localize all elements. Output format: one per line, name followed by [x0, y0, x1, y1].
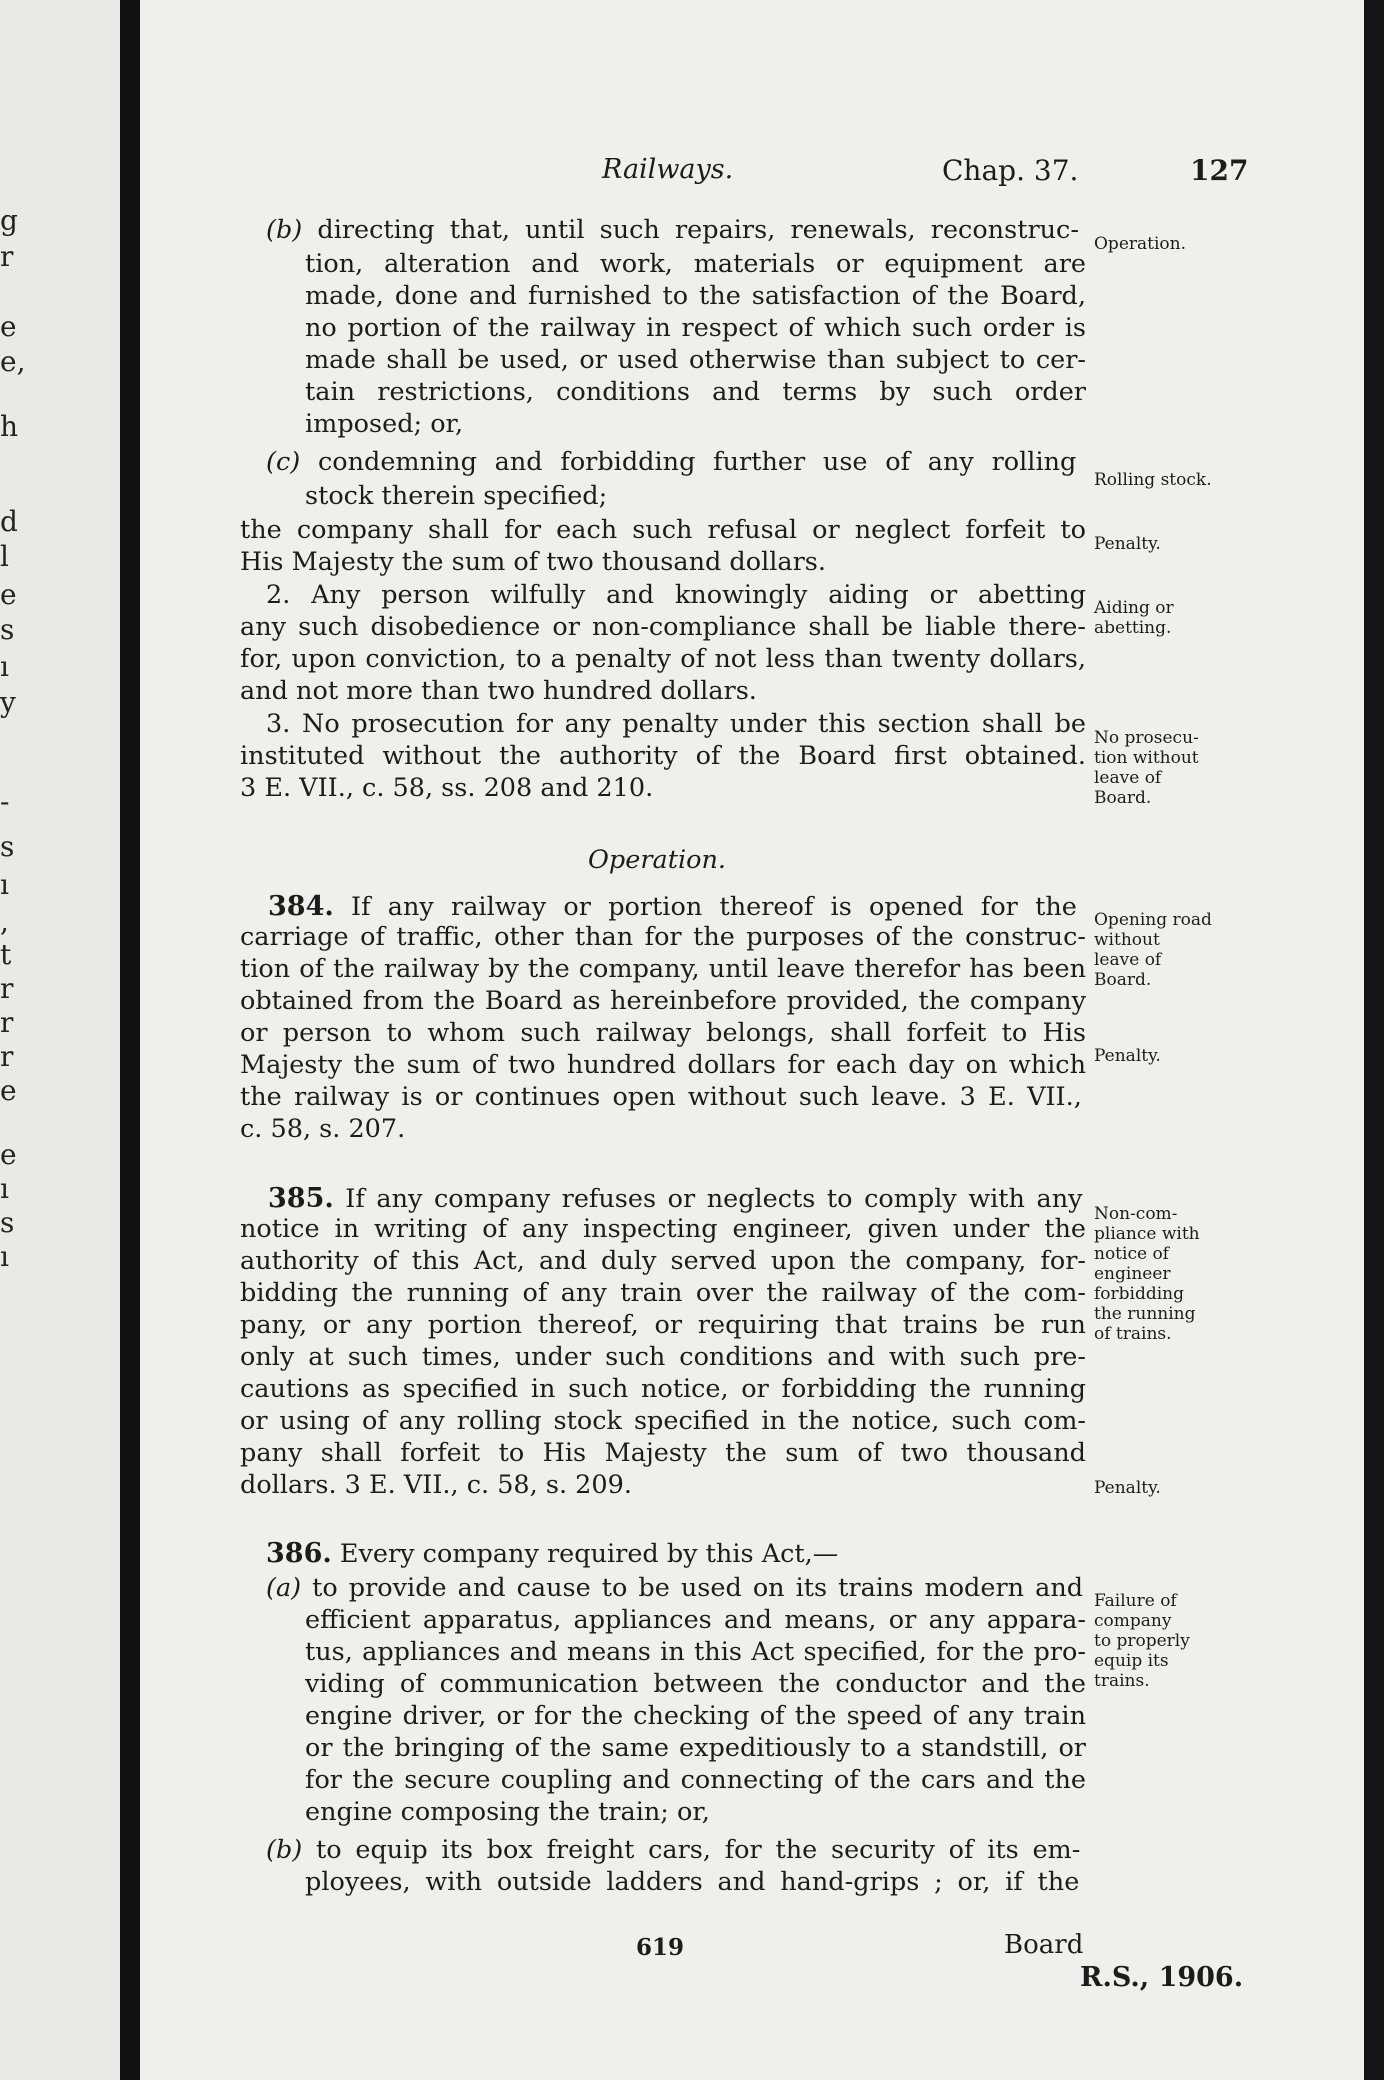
left-page-fragment: d: [0, 505, 18, 538]
line-text: cautions as specified in such notice, or forbidding the running: [240, 1374, 1086, 1404]
margin-note-line: Aiding or: [1094, 598, 1174, 618]
line-text: obtained from the Board as hereinbefore provided, the company: [240, 986, 1086, 1016]
body-line: [305, 1669, 1086, 1699]
line-text: notice in writing of any inspecting engineer, given under the: [240, 1214, 1086, 1244]
line-text: directing that, until such repairs, renewals, reconstruc-: [302, 215, 1079, 245]
margin-note-line: to properly: [1094, 1631, 1190, 1651]
body-line: [305, 1605, 1086, 1635]
body-line: [240, 515, 1086, 545]
line-text: tain restrictions, conditions and terms by such order: [305, 377, 1086, 407]
margin-note-line: tion without: [1094, 748, 1199, 768]
section-number: 386.: [266, 1538, 332, 1569]
line-text: authority of this Act, and duly served upon the company, for-: [240, 1246, 1086, 1276]
margin-note-line: Non-com-: [1094, 1204, 1178, 1224]
margin-note-line: engineer: [1094, 1264, 1171, 1284]
line-text: pany, or any portion thereof, or requiring that trains be run: [240, 1310, 1086, 1340]
margin-note: [1094, 1048, 1161, 1068]
body-line: [240, 547, 826, 577]
line-text: efficient apparatus, appliances and means, or any appara-: [305, 1605, 1086, 1635]
body-line: [268, 893, 1077, 921]
body-line: [305, 409, 464, 439]
margin-note: [1094, 1593, 1190, 1693]
body-line: [305, 1867, 1080, 1897]
margin-note-line: Board.: [1094, 970, 1152, 990]
margin-note-line: leave of: [1094, 768, 1162, 788]
body-line: [305, 345, 1086, 375]
line-text: If any railway or portion thereof is opened for the: [333, 892, 1077, 922]
margin-note: [1094, 472, 1212, 492]
body-line: [240, 1310, 1086, 1340]
right-page-edge: [1364, 0, 1384, 2080]
section-heading: [588, 845, 726, 875]
body-line: [268, 1185, 1083, 1213]
margin-note-line: Rolling stock.: [1094, 470, 1212, 490]
left-page-fragment: ,: [0, 905, 9, 938]
line-text: for, upon conviction, to a penalty of not less than twenty dollars,: [240, 644, 1086, 674]
margin-note-line: Penalty.: [1094, 534, 1161, 554]
clause-label: (c): [266, 447, 301, 477]
margin-note: [1094, 1480, 1161, 1500]
margin-note-line: Opening road: [1094, 910, 1212, 930]
left-page-fragment: e: [0, 578, 17, 611]
line-text: the railway is or continues open without such leave. 3 E. VII.,: [240, 1082, 1082, 1112]
body-line: [240, 1438, 1086, 1468]
body-line: [240, 773, 654, 803]
line-text: engine driver, or for the checking of the speed of any train: [305, 1701, 1086, 1731]
body-line: [240, 922, 1086, 952]
body-line: [305, 481, 608, 511]
line-text: tion of the railway by the company, until leave therefor has been: [240, 954, 1086, 984]
left-page-fragment: e: [0, 1074, 17, 1107]
margin-note-line: pliance with: [1094, 1224, 1200, 1244]
body-line: [240, 986, 1086, 1016]
body-line: [240, 644, 1086, 674]
body-line: [240, 1114, 406, 1144]
clause-label: (a): [266, 1573, 302, 1603]
left-page-fragment: ı: [0, 1172, 9, 1205]
left-page-fragment: r: [0, 1006, 14, 1039]
margin-note-line: of trains.: [1094, 1324, 1172, 1344]
body-line: [305, 1637, 1086, 1667]
margin-note-line: Board.: [1094, 788, 1152, 808]
left-page-fragment: e,: [0, 345, 26, 378]
body-line: [240, 954, 1086, 984]
chapter-number: Chap. 37.: [942, 154, 1079, 187]
body-line: [240, 1082, 1082, 1112]
section-number: 384.: [268, 891, 334, 922]
left-page-fragment: r: [0, 972, 14, 1005]
left-page-fragment: s: [0, 830, 15, 863]
book-gutter: [120, 0, 140, 2080]
line-text: instituted without the authority of the Board first obtained.: [240, 741, 1086, 771]
line-text: to provide and cause to be used on its trains modern and: [301, 1573, 1084, 1603]
left-page-fragment: h: [0, 410, 19, 443]
line-text: for the secure coupling and connecting of the cars and the: [305, 1765, 1086, 1795]
left-page-fragment: ı: [0, 868, 9, 901]
line-text: made, done and furnished to the satisfaction of the Board,: [305, 281, 1086, 311]
line-text: ployees, with outside ladders and hand-grips ; or, if the: [305, 1867, 1080, 1897]
line-text: 2. Any person wilfully and knowingly aiding or abetting: [266, 580, 1086, 610]
body-line: [240, 1018, 1086, 1048]
line-text: His Majesty the sum of two thousand dollars.: [240, 547, 826, 577]
left-page-fragment: e: [0, 310, 17, 343]
line-text: any such disobedience or non-compliance shall be liable there-: [240, 612, 1086, 642]
line-text: to equip its box freight cars, for the security of its em-: [302, 1835, 1081, 1865]
line-text: Every company required by this Act,—: [331, 1539, 839, 1569]
line-text: or person to whom such railway belongs, shall forfeit to His: [240, 1018, 1086, 1048]
margin-note-line: Penalty.: [1094, 1478, 1161, 1498]
margin-note-line: No prosecu-: [1094, 728, 1199, 748]
line-text: stock therein specified;: [305, 481, 608, 511]
body-line: [266, 580, 1086, 610]
margin-note-line: trains.: [1094, 1671, 1150, 1691]
running-title: Railways.: [602, 154, 734, 185]
body-line: [305, 1797, 710, 1827]
line-text: tion, alteration and work, materials or equipment are: [305, 249, 1086, 279]
left-page-fragment: -: [0, 785, 10, 818]
left-page-fragment: s: [0, 613, 15, 646]
margin-note: [1094, 236, 1186, 256]
line-text: or using of any rolling stock specified in the notice, such com-: [240, 1406, 1086, 1436]
body-line: [240, 676, 757, 706]
left-page-fragment: r: [0, 1040, 14, 1073]
line-text: If any company refuses or neglects to comply with any: [333, 1184, 1083, 1214]
margin-note: [1094, 536, 1161, 556]
left-page-fragment: l: [0, 540, 9, 573]
line-text: viding of communication between the conductor and the: [305, 1669, 1086, 1699]
body-line: [305, 1765, 1086, 1795]
line-text: or the bringing of the same expeditiously to a standstill, or: [305, 1733, 1086, 1763]
left-page-edge: [0, 0, 120, 2080]
body-line: [240, 1050, 1086, 1080]
left-page-fragment: t: [0, 938, 12, 971]
line-text: no portion of the railway in respect of which such order is: [305, 313, 1086, 343]
body-line: [266, 1540, 838, 1568]
body-line: [305, 313, 1086, 343]
line-text: dollars. 3 E. VII., c. 58, s. 209.: [240, 1470, 632, 1500]
left-page-fragment: ı: [0, 650, 9, 683]
left-page-fragment: y: [0, 686, 16, 719]
margin-note-line: leave of: [1094, 950, 1162, 970]
margin-note-line: without: [1094, 930, 1160, 950]
left-page-fragment: ı: [0, 1240, 9, 1273]
line-text: carriage of traffic, other than for the purposes of the construc-: [240, 922, 1086, 952]
clause-label: (b): [266, 215, 303, 245]
line-text: 3 E. VII., c. 58, ss. 208 and 210.: [240, 773, 654, 803]
body-line: [240, 612, 1086, 642]
line-text: and not more than two hundred dollars.: [240, 676, 757, 706]
folio: 619: [636, 1934, 685, 1961]
line-text: the company shall for each such refusal or neglect forfeit to: [240, 515, 1086, 545]
margin-note-line: company: [1094, 1611, 1172, 1631]
body-line: [266, 709, 1086, 739]
body-line: [305, 249, 1086, 279]
body-line: [240, 1278, 1086, 1308]
body-line: [266, 215, 1079, 245]
body-line: [266, 447, 1077, 477]
margin-note-line: abetting.: [1094, 618, 1172, 638]
body-line: [240, 741, 1086, 771]
margin-note-line: Failure of: [1094, 1591, 1177, 1611]
body-line: [240, 1246, 1086, 1276]
page-number: 127: [1190, 154, 1249, 187]
margin-note-line: equip its: [1094, 1651, 1169, 1671]
line-text: Operation.: [588, 845, 726, 875]
margin-note: [1094, 912, 1212, 992]
line-text: tus, appliances and means in this Act specified, for the pro-: [305, 1637, 1086, 1667]
body-line: [240, 1406, 1086, 1436]
line-text: made shall be used, or used otherwise than subject to cer-: [305, 345, 1086, 375]
line-text: engine composing the train; or,: [305, 1797, 710, 1827]
line-text: condemning and forbidding further use of any rolling: [300, 447, 1077, 477]
body-line: [240, 1214, 1086, 1244]
line-text: bidding the running of any train over the railway of the com-: [240, 1278, 1086, 1308]
body-line: [240, 1470, 632, 1500]
line-text: pany shall forfeit to His Majesty the sum of two thousand: [240, 1438, 1086, 1468]
body-line: [266, 1573, 1084, 1603]
edition-mark: R.S., 1906.: [1080, 1962, 1244, 1993]
body-line: [305, 281, 1086, 311]
margin-note-line: forbidding: [1094, 1284, 1185, 1304]
catchword: Board: [1004, 1930, 1084, 1960]
left-page-fragment: g: [0, 204, 18, 237]
margin-note-line: Penalty.: [1094, 1046, 1161, 1066]
line-text: only at such times, under such conditions and with such pre-: [240, 1342, 1086, 1372]
line-text: c. 58, s. 207.: [240, 1114, 406, 1144]
margin-note-line: the running: [1094, 1304, 1196, 1324]
section-number: 385.: [268, 1183, 334, 1214]
margin-note-line: notice of: [1094, 1244, 1169, 1264]
margin-note: [1094, 730, 1199, 810]
body-line: [305, 1733, 1086, 1763]
margin-note: [1094, 600, 1174, 640]
margin-note: [1094, 1206, 1200, 1346]
body-line: [240, 1342, 1086, 1372]
body-line: [266, 1835, 1081, 1865]
line-text: Majesty the sum of two hundred dollars for each day on which: [240, 1050, 1086, 1080]
body-line: [305, 1701, 1086, 1731]
body-line: [305, 377, 1086, 407]
left-page-fragment: e: [0, 1138, 17, 1171]
body-line: [240, 1374, 1086, 1404]
clause-label: (b): [266, 1835, 303, 1865]
left-page-fragment: r: [0, 240, 14, 273]
line-text: imposed; or,: [305, 409, 464, 439]
margin-note-line: Operation.: [1094, 234, 1186, 254]
line-text: 3. No prosecution for any penalty under this section shall be: [266, 709, 1086, 739]
left-page-fragment: s: [0, 1206, 15, 1239]
